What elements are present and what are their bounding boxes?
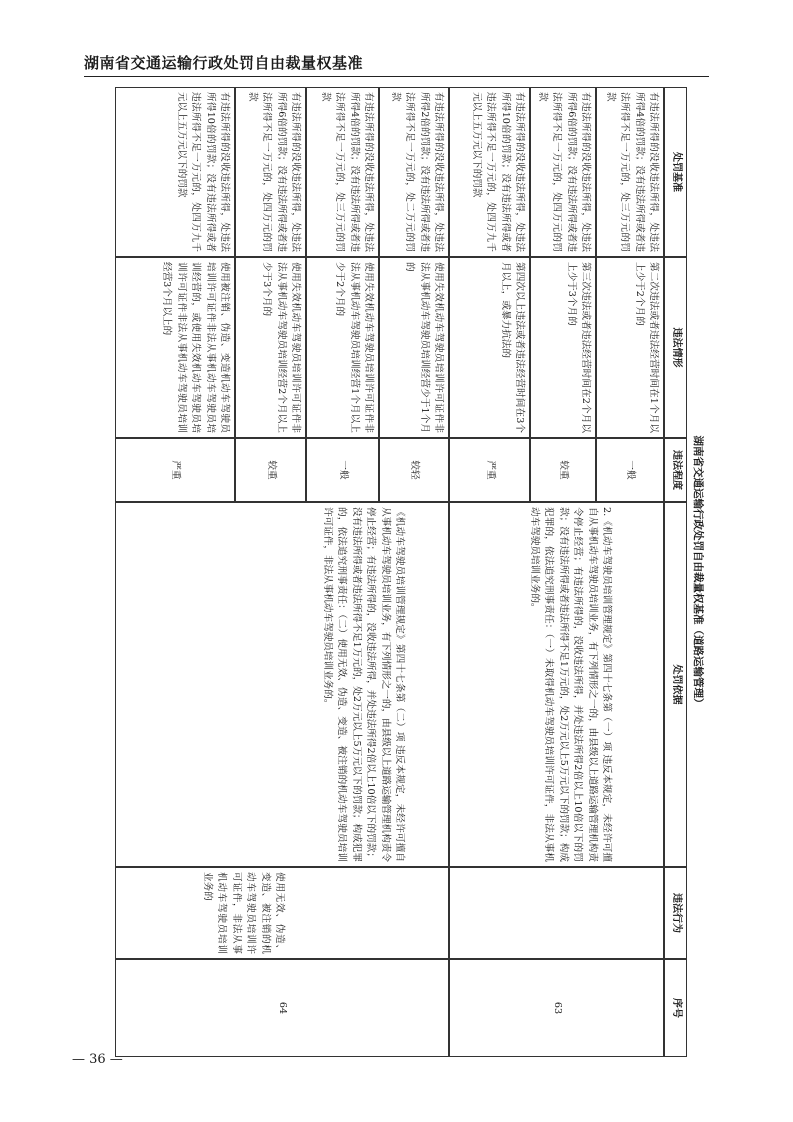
row-64-level-2-penalty: 有违法所得的没收违法所得，处违法所得4倍的罚款；没有违法所得或者违法所得不足一万元的，处三万元的罚款 xyxy=(306,87,379,257)
page-number: — 36 — xyxy=(72,1052,123,1067)
row-63-level-1-situation: 第二次违法或者违法经营时间在1个月以上少于2个月的 xyxy=(596,257,664,438)
row-64-level-1-degree: 较轻 xyxy=(379,438,449,502)
col-header-no: 序号 xyxy=(664,959,687,1057)
row-63-level-2-situation: 第三次违法或者违法经营时间在2个月以上少于3个月的 xyxy=(530,257,596,438)
row-63-level-3-penalty: 有违法所得的没收违法所得，处违法所得10倍的罚款；没有违法所得或者违法所得不足一万元的，处四万九千元以上五万元以下的罚款 xyxy=(449,87,530,257)
row-63-level-1-degree: 一般 xyxy=(596,438,664,502)
row-63-act xyxy=(449,867,664,959)
col-header-penalty: 处罚基准 xyxy=(664,87,687,257)
rotated-table-block xyxy=(115,87,709,1057)
row-64-level-1-penalty: 有违法所得的没收违法所得，处违法所得2倍的罚款；没有违法所得或者违法所得不足一万元的，处二万元的罚款 xyxy=(379,87,449,257)
row-64-level-2-situation: 使用失效机动车驾驶员培训许可证件非法从事机动车驾驶员培训经营1个月以上少于2个月的 xyxy=(306,257,379,438)
row-64-level-4-situation: 使用被注销、伪造、变造机动车驾驶员培训许可证件非法从事机动车驾驶员培训经营的，或使用失效机动车驾驶员培训许可证件非法从事机动车驾驶员培训经营3个月以上的 xyxy=(115,257,235,438)
row-64-level-4-degree: 严重 xyxy=(115,438,235,502)
table-caption: 湖南省交通运输行政处罚自由裁量权基准（道路运输管理） xyxy=(692,435,704,709)
row-64-level-4-penalty: 有违法所得的没收违法所得，处违法所得10倍的罚款；没有违法所得或者违法所得不足一万元的，处四万九千元以上五万元以下的罚款 xyxy=(115,87,235,257)
document-header-title: 湖南省交通运输行政处罚自由裁量权基准 xyxy=(84,54,364,72)
row-64-level-2-degree: 一般 xyxy=(306,438,379,502)
row-64-number: 64 xyxy=(115,959,449,1057)
row-63-level-3-degree: 严重 xyxy=(449,438,530,502)
row-64-level-3-degree: 较重 xyxy=(235,438,306,502)
row-63-level-2-penalty: 有违法所得的没收违法所得，处违法所得6倍的罚款；没有违法所得或者违法所得不足一万元的，处四万元的罚款 xyxy=(530,87,596,257)
row-63-level-1-penalty: 有违法所得的没收违法所得，处违法所得4倍的罚款；没有违法所得或者违法所得不足一万元的，处三万元的罚款 xyxy=(596,87,664,257)
row-63-level-3-situation: 第四次以上违法或者违法经营时间在3个月以上，或暴力抗法的 xyxy=(449,257,530,438)
col-header-basis: 处罚依据 xyxy=(664,502,687,867)
row-64-basis: 《机动车驾驶员培训管理规定》第四十七条第（二）项 违反本规定，未经许可擅自从事机动车驾驶员培训业务，有下列情形之一的，由县级以上道路运输管理机构责令停止经营；有违法所得的，没收违法所得，并处违法所得2倍以上10倍以下的罚款；没有违法所得或者违法所得不足1万元的，处2万元以上5万元以下的罚款；构成犯罪的，依法追究刑事责任：（二）使用无效、伪造、变造、被注销的机动车驾驶员培训许可证件，非法从事机动车驾驶员培训业务的。 xyxy=(115,502,449,867)
col-header-degree: 违法程度 xyxy=(664,438,687,502)
header-rule xyxy=(84,76,709,77)
col-header-situation: 违法情形 xyxy=(664,257,687,438)
row-64-act: 使用无效、伪造、变造、被注销的机动车驾驶员培训许可证件，非法从事机动车驾驶员培训业务的 xyxy=(115,867,449,959)
penalty-table xyxy=(115,87,687,1057)
row-63-number: 63 xyxy=(449,959,664,1057)
row-63-basis: 2.《机动车驾驶员培训管理规定》第四十七条第（一）项 违反本规定，未经许可擅自从事机动车驾驶员培训业务，有下列情形之一的，由县级以上道路运输管理机构责令停止经营；有违法所得的，没收违法所得，并处违法所得2倍以上10倍以下的罚款；没有违法所得或者违法所得不足1万元的，处2万元以上5万元以下的罚款；构成犯罪的，依法追究刑事责任：（一）未取得机动车驾驶员培训许可证件，非法从事机动车驾驶员培训业务的。 xyxy=(449,502,664,867)
row-64-level-1-situation: 使用失效机动车驾驶员培训许可证件非法从事机动车驾驶员培训经营少于1个月的 xyxy=(379,257,449,438)
row-63-level-2-degree: 较重 xyxy=(530,438,596,502)
col-header-act: 违法行为 xyxy=(664,867,687,959)
row-64-level-3-situation: 使用失效机动车驾驶员培训许可证件非法从事机动车驾驶员培训经营2个月以上少于3个月的 xyxy=(235,257,306,438)
row-64-level-3-penalty: 有违法所得的没收违法所得，处违法所得6倍的罚款；没有违法所得或者违法所得不足一万元的，处四万元的罚款 xyxy=(235,87,306,257)
